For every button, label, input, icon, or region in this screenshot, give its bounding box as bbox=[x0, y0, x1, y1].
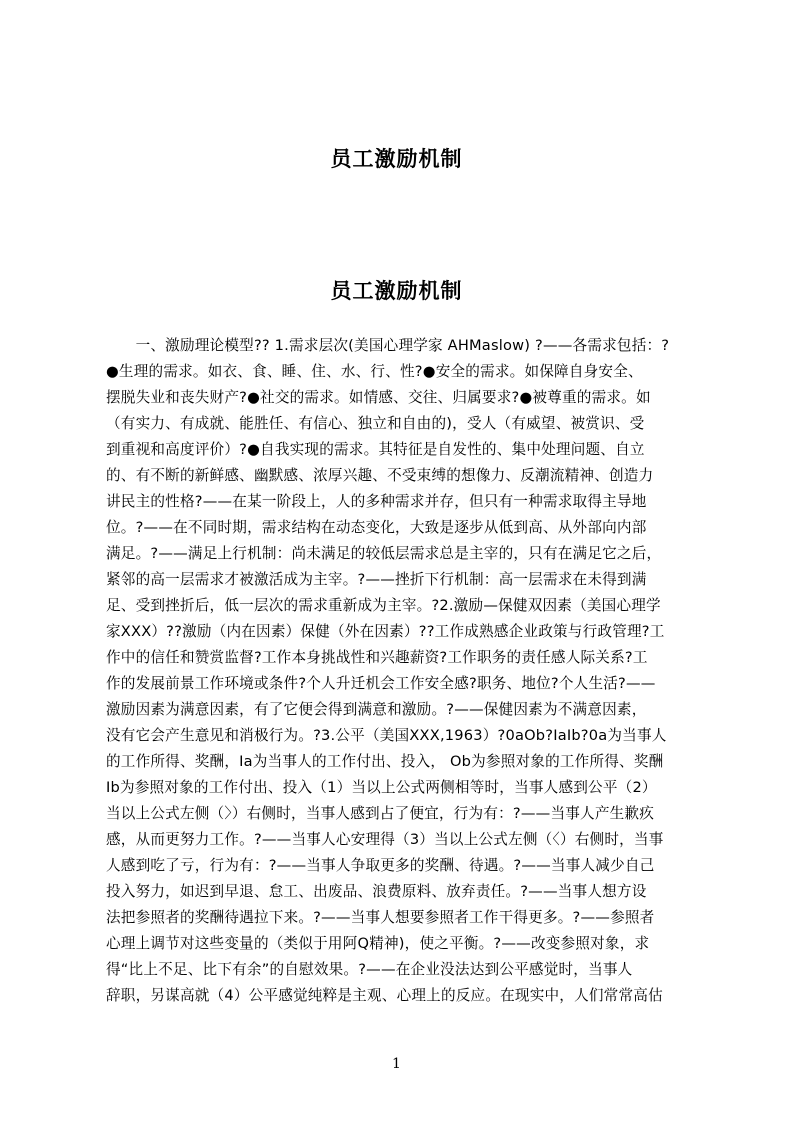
document-body bbox=[106, 333, 700, 1045]
body-line: 投入努力，如迟到早退、怠工、出废品、浪费原料、放弃责任。?——当事人想方设 bbox=[106, 883, 647, 900]
page-number: 1 bbox=[392, 1056, 401, 1072]
document-header-title: 员工激励机制 bbox=[330, 147, 463, 171]
body-line: 足、受到挫折后，低一层次的需求重新成为主宰。?2.激励—保健双因素（美国心理学 bbox=[106, 597, 661, 614]
body-line: 没有它会产生意见和消极行为。?3.公平（美国XXX,1963）?0aOb?IaIb?0a为当事人 bbox=[106, 727, 667, 744]
body-line: 当以上公式左侧（〉）右侧时，当事人感到占了便宜，行为有：?——当事人产生歉疚 bbox=[106, 805, 655, 822]
body-line: 的工作所得、奖酬，Ia为当事人的工作付出、投入， Ob为参照对象的工作所得、奖酬 bbox=[106, 753, 664, 770]
body-line: 紧邻的高一层需求才被激活成为主宰。?——挫折下行机制：高一层需求在未得到满 bbox=[106, 571, 647, 588]
body-line: 到重视和高度评价）?●自我实现的需求。其特征是自发性的、集中处理问题、自立 bbox=[106, 441, 645, 458]
body-line: 得“比上不足、比下有余”的自慰效果。?——在企业没法达到公平感觉时，当事人 bbox=[106, 961, 633, 978]
body-line: 作的发展前景工作环境或条件?个人升迁机会工作安全感?职务、地位?个人生活?—— bbox=[106, 675, 656, 692]
body-line: 一、激励理论模型?? 1.需求层次(美国心理学家 AHMaslow) ?——各需求包括：? bbox=[106, 337, 670, 354]
body-line: 摆脱失业和丧失财产?●社交的需求。如情感、交往、归属要求?●被尊重的需求。如 bbox=[106, 389, 651, 406]
body-line: 人感到吃了亏，行为有：?——当事人争取更多的奖酬、待遇。?——当事人减少自己 bbox=[106, 857, 655, 874]
body-line: 法把参照者的奖酬待遇拉下来。?——当事人想要参照者工作干得更多。?——参照者 bbox=[106, 909, 655, 926]
body-line: 位。?——在不同时期，需求结构在动态变化，大致是逐步从低到高、从外部向内部 bbox=[106, 519, 647, 536]
body-line: Ib为参照对象的工作付出、投入（1）当以上公式两侧相等时，当事人感到公平（2） bbox=[106, 779, 657, 796]
body-line: （有实力、有成就、能胜任、有信心、独立和自由的)，受人（有威望、被赏识、受 bbox=[106, 415, 645, 432]
body-line: 心理上调节对这些变量的（类似于用阿Q精神)，使之平衡。?——改变参照对象，求 bbox=[106, 935, 650, 952]
body-line: 作中的信任和赞赏监督?工作本身挑战性和兴趣薪资?工作职务的责任感人际关系?工 bbox=[106, 649, 648, 666]
body-line: 辞职，另谋高就（4）公平感觉纯粹是主观、心理上的反应。在现实中，人们常常高估 bbox=[106, 987, 663, 1004]
document-main-title: 员工激励机制 bbox=[330, 279, 463, 303]
body-line: ●生理的需求。如衣、食、睡、住、水、行、性?●安全的需求。如保障自身安全、 bbox=[106, 363, 643, 380]
body-line: 讲民主的性格?——在某一阶段上，人的多种需求并存，但只有一种需求取得主导地 bbox=[106, 493, 647, 510]
body-line: 感，从而更努力工作。?——当事人心安理得（3）当以上公式左侧（〈）右侧时，当事 bbox=[106, 831, 664, 848]
body-line: 的、有不断的新鲜感、幽默感、浓厚兴趣、不受束缚的想像力、反潮流精神、创造力 bbox=[106, 467, 654, 484]
body-line: 家XXX）??激励（内在因素）保健（外在因素）??工作成熟感企业政策与行政管理?工 bbox=[106, 623, 665, 640]
body-line: 满足。?——满足上行机制：尚未满足的较低层需求总是主宰的，只有在满足它之后， bbox=[106, 545, 662, 562]
body-line: 激励因素为满意因素，有了它便会得到满意和激励。?——保健因素为不满意因素， bbox=[106, 701, 647, 718]
